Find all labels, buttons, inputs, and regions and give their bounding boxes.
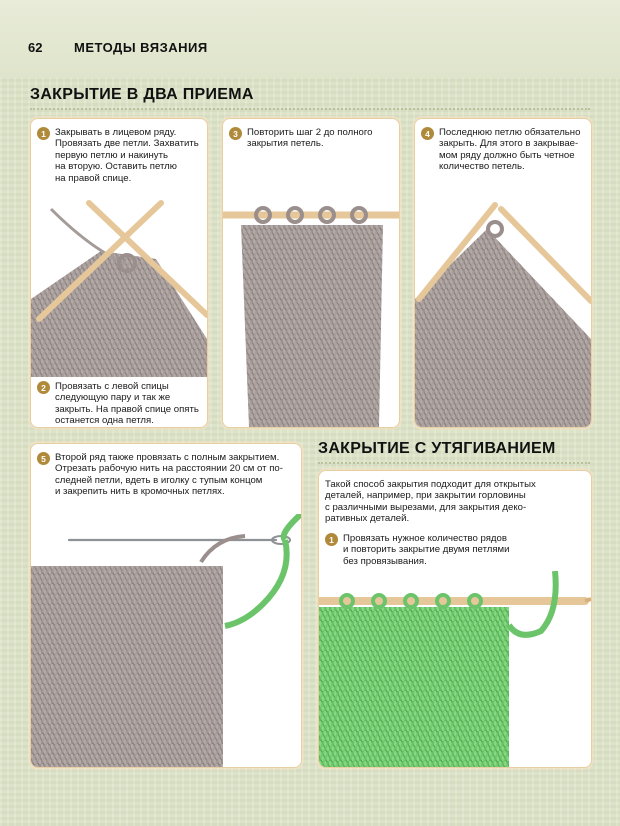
section-title-two-step: ЗАКРЫТИЕ В ДВА ПРИЕМА [30, 86, 254, 103]
step-text: Закрывать в лицевом ряду. Провязать две петли. Захватить первую петлю и накинуть на вторую. Оставить петлю на правой спице. [55, 127, 199, 184]
section-divider [30, 108, 590, 110]
section-title-drawstring: ЗАКРЫТИЕ С УТЯГИВАНИЕМ [318, 440, 556, 457]
step-text: Провязать с левой спицы следующую пару и так же закрыть. На правой спице опять останется одна петля. [55, 381, 199, 427]
knitting-photo-step-4 [415, 189, 591, 427]
knitting-photo-drawstring [319, 571, 591, 767]
step-card-1 [30, 118, 208, 428]
knitting-photo-step-3 [223, 189, 399, 427]
step-badge: 2 [37, 381, 50, 394]
step-card-4 [414, 118, 592, 428]
step-text: Провязать нужное количество рядов и повторить закрытие двумя петлями без провязывания. [343, 533, 510, 567]
knitting-photo-step-1 [31, 189, 207, 377]
step-badge: 1 [37, 127, 50, 140]
step-text: Повторить шаг 2 до полного закрытия петель. [247, 127, 373, 150]
step-card-5 [30, 443, 302, 768]
step-card-3 [222, 118, 400, 428]
section-divider [318, 462, 590, 464]
intro-text: Такой способ закрытия подходит для открытых деталей, например, при закрытии горловины с различными вырезами, для закрытия деко- ративных деталей. [325, 479, 536, 525]
step-badge: 3 [229, 127, 242, 140]
step-badge: 1 [325, 533, 338, 546]
page-number: 62 [28, 40, 43, 55]
step-text: Второй ряд также провязать с полным закрытием. Отрезать рабочую нить на расстоянии 20 см от по- следней петли, вдеть в иголку с тупым концом и закрепить нить в кромочных петлях. [55, 452, 283, 498]
method-card [318, 470, 592, 768]
step-badge: 5 [37, 452, 50, 465]
step-badge: 4 [421, 127, 434, 140]
step-text: Последнюю петлю обязательно закрыть. Для этого в закрывае- мом ряду должно быть четное количество петель. [439, 127, 581, 173]
knitting-photo-step-5 [31, 514, 301, 767]
section-header: МЕТОДЫ ВЯЗАНИЯ [74, 40, 208, 55]
header-band [0, 0, 620, 78]
